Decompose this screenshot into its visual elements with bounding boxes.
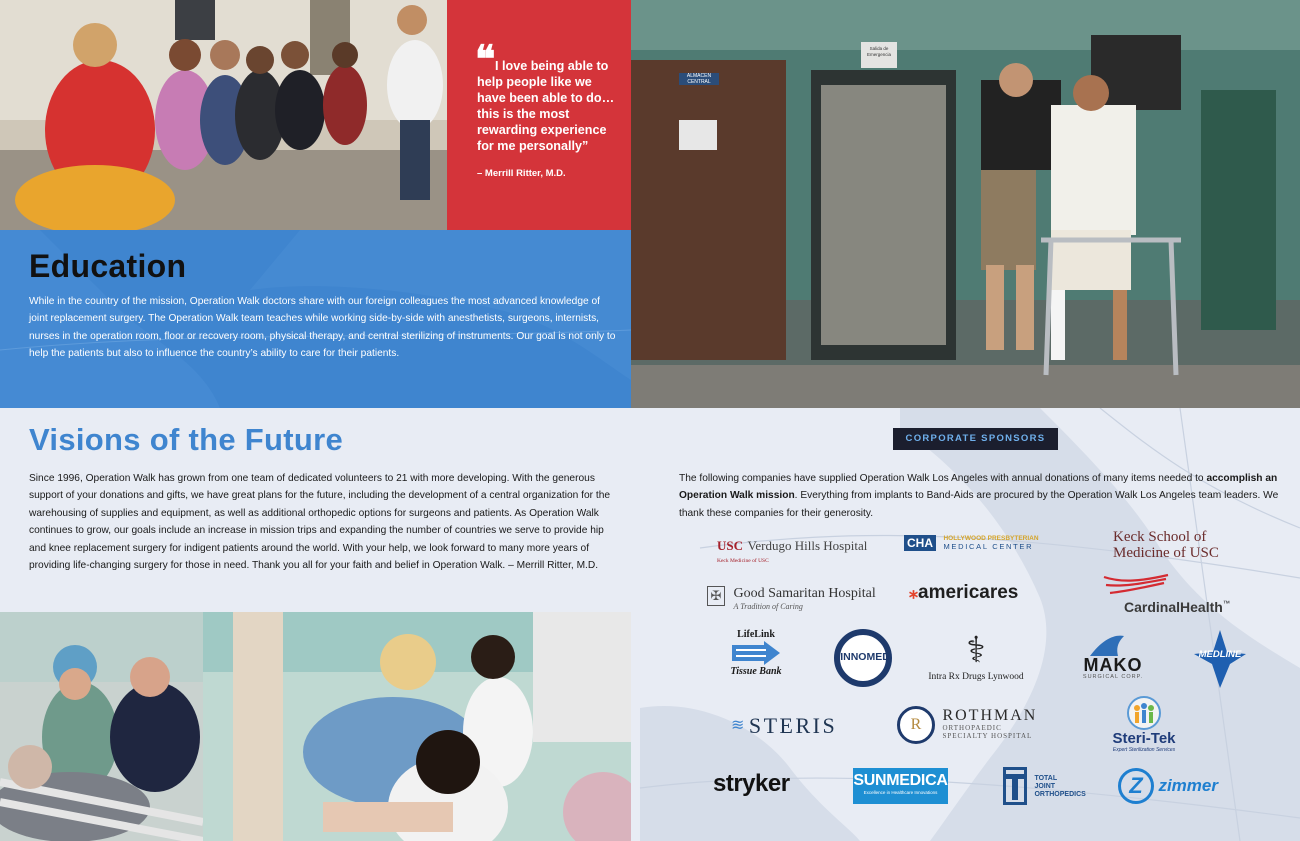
logo-stryker: stryker bbox=[713, 770, 790, 797]
sponsors-intro-b: . Everything from implants to Band-Aids are procured by the Operation Walk Los Angeles team leaders. We thank these companies for their generosity. bbox=[679, 490, 1279, 519]
logo-steri-tek bbox=[1102, 696, 1186, 753]
logo-rothman-sub1: ORTHOPAEDIC bbox=[942, 724, 1002, 732]
logo-steris-waves-icon: ≋ bbox=[731, 717, 745, 734]
corporate-sponsors-badge: CORPORATE SPONSORS bbox=[893, 428, 1058, 450]
quote-attribution: – Merrill Ritter, M.D. bbox=[477, 168, 566, 179]
logo-tjo-mark-icon bbox=[1003, 767, 1027, 805]
visions-body: Since 1996, Operation Walk has grown from one team of dedicated volunteers to 21 with more developing. With the generous support of your donations and gifts, we have great plans for the future, including the development of a central organization for the warehousing of supplies and equipment, as well as additional orthopedic options for surgeons and patients. As Operation Walk continues to grow, our goals include an increase in mission trips and expanding the number of countries we serve to provide hip and knee replacement surgery for indigent patients around the world. With your help, we look forward to many more years of providing life-changing surgery for those in need. Thank you all for your faith and belief in Operation Walk. – Merrill Ritter, M.D. bbox=[29, 473, 611, 572]
logo-mako-text: MAKO bbox=[1083, 655, 1143, 675]
quote-mark-icon: ❝ bbox=[475, 36, 496, 81]
logo-zimmer bbox=[1118, 768, 1218, 804]
logo-lifelink-top: LifeLink bbox=[737, 629, 775, 640]
logo-steris bbox=[731, 713, 837, 739]
education-title: Education bbox=[29, 248, 187, 284]
logo-rothman bbox=[897, 706, 1037, 744]
logo-mako-fin-icon bbox=[1088, 634, 1138, 656]
photo-exam-room bbox=[203, 612, 631, 841]
logo-verdugo-sub: Keck Medicine of USC bbox=[717, 558, 769, 564]
photo-nurses-with-patient bbox=[0, 612, 203, 841]
education-body: While in the country of the mission, Operation Walk doctors share with our foreign colleagues the most advanced knowledge of joint replacement surgery. The Operation Walk team teaches while working side-by-side with anesthetists, surgeons, internists, nurses in the operation room, floor or recovery room, physical therapy, and central sterilizing of instruments. Our goal is not only to help the patients but also to influence the country’s ability to care for their patients. bbox=[29, 296, 616, 359]
sign-salida: Salida de Emergencia bbox=[866, 46, 891, 57]
quote-panel bbox=[447, 0, 631, 230]
logo-rothman-sub2: SPECIALTY HOSPITAL bbox=[942, 732, 1033, 740]
logo-mako-sub: SURGICAL CORP. bbox=[1082, 674, 1144, 680]
logo-americares-text: americares bbox=[918, 582, 1019, 603]
logo-americares-icon: ⁎ bbox=[909, 582, 918, 602]
photo-waiting-room bbox=[0, 0, 447, 230]
logo-keck-line2: Medicine of USC bbox=[1113, 545, 1219, 561]
sponsors-intro-a: The following companies have supplied Operation Walk Los Angeles with annual donations of many items needed to bbox=[679, 473, 1207, 484]
logo-hollywood-presbyterian bbox=[904, 535, 1039, 553]
logo-intra-rx-bowl-icon: ⚕ bbox=[966, 629, 986, 670]
logo-sunmedica-text: SUNMEDICA bbox=[853, 772, 948, 789]
logo-usc-text: USC bbox=[717, 538, 744, 553]
logo-keck-line1: Keck School of bbox=[1113, 529, 1207, 545]
logo-sunmedica bbox=[853, 768, 948, 804]
logo-hollywood-mark: CHA bbox=[904, 535, 936, 551]
logo-intra-rx-text: Intra Rx Drugs Lynwood bbox=[928, 672, 1024, 682]
logo-tjo-line2: JOINT bbox=[1034, 783, 1056, 790]
logo-innomed bbox=[834, 629, 892, 687]
logo-innomed-text: INNOMED bbox=[840, 651, 890, 663]
logo-cardinal-swoosh-icon bbox=[1102, 573, 1172, 599]
logo-rothman-mark: R bbox=[897, 706, 935, 744]
logo-hollywood-line1: HOLLYWOOD PRESBYTERIAN bbox=[943, 535, 1039, 542]
logo-samaritan-sub: A Tradition of Caring bbox=[733, 602, 803, 611]
logo-verdugo-name: Verdugo Hills Hospital bbox=[747, 538, 868, 553]
logo-lifelink bbox=[726, 629, 786, 677]
logo-good-samaritan bbox=[707, 586, 876, 611]
logo-steris-text: STERIS bbox=[748, 713, 838, 738]
logo-steri-tek-people-icon bbox=[1126, 696, 1162, 730]
logo-cardinal-health bbox=[1100, 573, 1240, 617]
logo-tjo-line3: ORTHOPEDICS bbox=[1034, 791, 1086, 798]
logo-rothman-name: ROTHMAN bbox=[942, 707, 1038, 724]
sponsors-intro bbox=[679, 470, 1279, 522]
logo-zimmer-z-icon: Z bbox=[1118, 768, 1154, 804]
sign-almacen: ALMACEN CENTRAL bbox=[679, 73, 719, 85]
logo-tjo-line1: TOTAL bbox=[1034, 775, 1058, 782]
logo-medline bbox=[1194, 630, 1246, 688]
logo-medline-text: MEDLINE bbox=[1198, 649, 1242, 660]
logo-zimmer-text: zimmer bbox=[1158, 776, 1218, 795]
visions-title: Visions of the Future bbox=[29, 422, 344, 457]
logo-keck-school bbox=[1113, 529, 1219, 561]
logo-total-joint-orthopedics bbox=[1003, 767, 1086, 805]
logo-sunmedica-sub: Excellence in Healthcare Innovations bbox=[863, 790, 938, 795]
education-section bbox=[0, 230, 631, 408]
logo-usc-verdugo-hills bbox=[717, 537, 867, 564]
logo-steri-tek-text: Steri-Tek bbox=[1112, 730, 1176, 747]
logo-samaritan-name: Good Samaritan Hospital bbox=[733, 586, 876, 601]
photo-patient-with-walker bbox=[631, 0, 1300, 408]
logo-intra-rx bbox=[923, 628, 1029, 682]
logo-cardinal-text: CardinalHealth bbox=[1124, 599, 1223, 615]
logo-steri-tek-sub: Expert Sterilization Services bbox=[1112, 747, 1176, 753]
logo-mako bbox=[1070, 634, 1156, 680]
logo-lifelink-arrow-icon bbox=[730, 641, 782, 665]
logo-americares bbox=[909, 582, 1018, 604]
logo-hollywood-line2: MEDICAL CENTER bbox=[943, 542, 1034, 551]
logo-cardinal-tm: ™ bbox=[1222, 600, 1230, 608]
logo-lifelink-bottom: Tissue Bank bbox=[730, 666, 782, 677]
logo-samaritan-cross-icon: ✠ bbox=[707, 586, 725, 606]
quote-text: I love being able to help people like we have been able to do… this is the most rewarding experience for me personally” bbox=[477, 59, 615, 153]
sponsors-intro-bold: accomplish an Operation Walk mission bbox=[679, 473, 1278, 502]
